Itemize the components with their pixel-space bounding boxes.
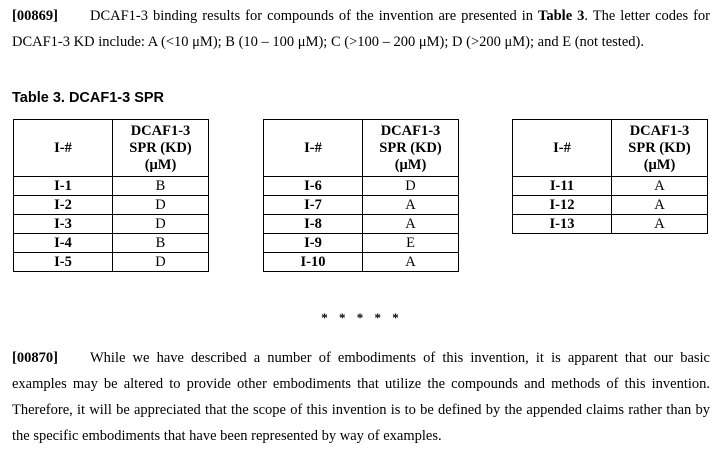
compound-id: I-10 <box>264 253 363 272</box>
spr-table-1 <box>13 119 209 272</box>
paragraph-text: While we have described a number of embodiments of this invention, it is apparent that our basic examples may be altered to provide other embodiments that utilize the compounds and methods of this invention. Therefore, it will be appreciated that the scope of this invention is to be defined by the appended claims rather than by the specific embodiments that have been represented by way of examples. <box>12 350 710 444</box>
kd-code: D <box>113 215 209 234</box>
kd-code: D <box>113 196 209 215</box>
kd-code: B <box>113 234 209 253</box>
table-row <box>14 215 209 234</box>
kd-code: D <box>363 177 459 196</box>
compound-id: I-9 <box>264 234 363 253</box>
table-row <box>14 234 209 253</box>
spr-table-3 <box>512 119 708 234</box>
compound-id: I-7 <box>264 196 363 215</box>
compound-id: I-6 <box>264 177 363 196</box>
kd-column-header: DCAF1-3 SPR (KD) (μM) <box>612 120 708 177</box>
paragraph-number: [00869] <box>12 8 58 24</box>
table-row <box>14 253 209 272</box>
kd-code: B <box>113 177 209 196</box>
table-row <box>14 177 209 196</box>
kd-code: A <box>612 196 708 215</box>
compound-id: I-1 <box>14 177 113 196</box>
table-row <box>513 177 708 196</box>
kd-code: A <box>363 215 459 234</box>
table-reference: Table 3 <box>538 8 585 24</box>
kd-code: A <box>612 215 708 234</box>
compound-id: I-4 <box>14 234 113 253</box>
kd-code: A <box>363 196 459 215</box>
paragraph-text-end: . The letter codes for DCAF1-3 KD include: A (<10 μM); B (10 – 100 μM); C (>100 – 200 μM); D (>200 μM); and E (not tested). <box>12 8 710 50</box>
id-column-header: I-# <box>513 120 612 177</box>
kd-code: D <box>113 253 209 272</box>
section-divider: * * * * * <box>321 310 403 325</box>
paragraph-00870 <box>12 345 710 449</box>
kd-code: E <box>363 234 459 253</box>
kd-code: A <box>612 177 708 196</box>
table-row <box>513 215 708 234</box>
table-row <box>264 215 459 234</box>
table-header-row <box>14 120 209 177</box>
table-row <box>264 196 459 215</box>
kd-column-header: DCAF1-3 SPR (KD) (μM) <box>363 120 459 177</box>
table-row <box>264 177 459 196</box>
table-header-row <box>264 120 459 177</box>
spr-table-2 <box>263 119 459 272</box>
kd-column-header: DCAF1-3 SPR (KD) (μM) <box>113 120 209 177</box>
compound-id: I-2 <box>14 196 113 215</box>
table-caption: Table 3. DCAF1-3 SPR <box>12 90 165 106</box>
compound-id: I-11 <box>513 177 612 196</box>
compound-id: I-3 <box>14 215 113 234</box>
compound-id: I-13 <box>513 215 612 234</box>
kd-code: A <box>363 253 459 272</box>
paragraph-text-start: DCAF1-3 binding results for compounds of the invention are presented in <box>90 8 539 24</box>
compound-id: I-12 <box>513 196 612 215</box>
table-row <box>264 234 459 253</box>
id-column-header: I-# <box>14 120 113 177</box>
table-row <box>264 253 459 272</box>
table-header-row <box>513 120 708 177</box>
compound-id: I-8 <box>264 215 363 234</box>
table-row <box>513 196 708 215</box>
paragraph-00869 <box>12 3 710 55</box>
compound-id: I-5 <box>14 253 113 272</box>
id-column-header: I-# <box>264 120 363 177</box>
paragraph-number: [00870] <box>12 350 58 366</box>
table-row <box>14 196 209 215</box>
